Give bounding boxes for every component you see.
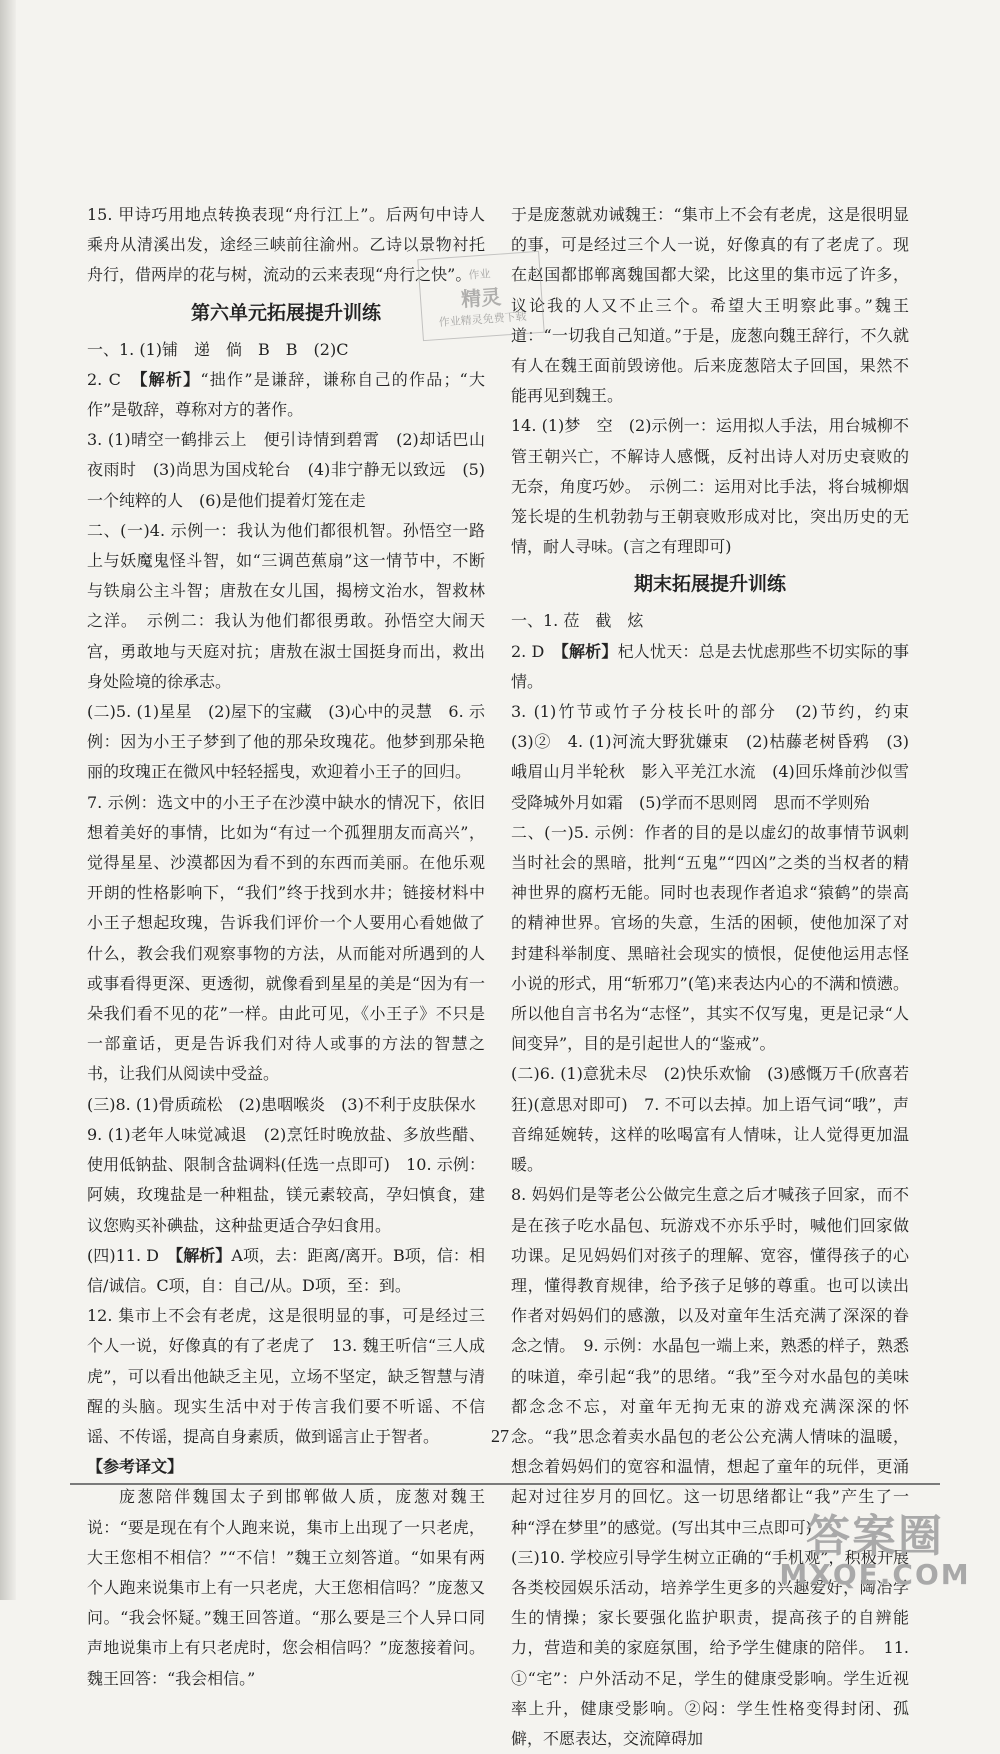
reference-translation-label: 【参考译文】: [87, 1457, 184, 1477]
section-title-final: 期末拓展提升训练: [633, 573, 786, 596]
answer-p5: (二)5. (1)星星 (2)屋下的宝藏 (3)心中的灵慧 6. 示例：因为小王子梦到了他的那朵玫瑰花。他梦到那朵艳丽的玫瑰正在微风中轻轻摇曳，欢迎着小王子的回归。: [87, 702, 485, 782]
page-number: 27: [491, 1426, 509, 1446]
final-answer-p6: (二)6. (1)意犹未尽 (2)快乐欢愉 (3)感慨万千(欣喜若狂)(意思对即可) 7. 不可以去掉。加上语气词“哦”，声音绵延婉转，这样的吆喝富有人情味，让人觉得更加温暖。: [511, 1064, 909, 1175]
bottom-divider: [70, 1483, 940, 1485]
answer-p2: 2. C 【解析】“拙作”是谦辞，谦称自己的作品；“大作”是敬辞，尊称对方的著作。: [87, 369, 485, 420]
watermark-logo: 答案圈: [806, 1511, 944, 1562]
final-answer-p5: 二、(一)5. 示例：作者的目的是以虚幻的故事情节讽刺当时社会的黑暗，批判“五鬼”“四凶”之类的当权者的精神世界的腐朽无能。同时也表现作者追求“猿鹤”的崇高的精神世界。官场的失意，生活的困顿，使他加深了对封建科举制度、黑暗社会现实的愤恨，促使他运用志怪小说的形式，用“斩邪刀”(笔)来表达内心的不满和愤懑。所以他自言书名为“志怪”，其实不仅写鬼，更是记录“人间变异”，目的是引起世人的“鉴戒”。: [511, 822, 909, 1054]
section-title-unit6: 第六单元拓展提升训练: [190, 301, 381, 324]
answer-q14: 14. (1)梦 空 (2)示例一：运用拟人手法，用台城柳不管王朝兴亡，不解诗人感慨，反衬出诗人对历史衰败的无奈，角度巧妙。 示例二：运用对比手法，将台城柳烟笼长堤的生机勃勃与王朝衰败形成对比，突出历史的无情，耐人寻味。(言之有理即可): [511, 416, 909, 557]
homework-stamp: 作业 精灵 作业精灵免费下载: [417, 251, 544, 341]
answer-q15: 15. 甲诗巧用地点转换表现“舟行江上”。后两句中诗人乘舟从清溪出发，途经三峡前往渝州。乙诗以景物衬托舟行，借两岸的花与树，流动的云来表现“舟行之快”。: [87, 205, 485, 285]
final-answer-p2: 2. D 【解析】杞人忧天：总是去忧虑那些不切实际的事情。: [511, 641, 909, 691]
watermark-url: MXQE.COM: [779, 1558, 971, 1591]
answer-p12: 12. 集市上不会有老虎，这是很明显的事，可是经过三个人一说，好像真的有了老虎了 13. 魏王听信“三人成虎”，可以看出他缺乏主见，立场不坚定，缺乏智慧与清醒的头脑。现实生活中对于传言我们要不听谣、不信谣、不传谣，提高自身素质，做到谣言止于智者。: [87, 1306, 485, 1446]
answer-p8: (三)8. (1)骨质疏松 (2)患咽喉炎 (3)不利于皮肤保水: [87, 1094, 476, 1114]
final-answer-p8: 8. 妈妈们是等老公公做完生意之后才喊孩子回家，而不是在孩子吃水晶包、玩游戏不亦乐乎时，喊他们回家做功课。足见妈妈们对孩子的理解、宽容，懂得孩子的心理，懂得教育规律，给予孩子足够的尊重。也可以读出作者对妈妈们的感激，以及对童年生活充满了深深的眷念之情。 9. 示例：水晶包一端上来，熟悉的样子，熟悉的味道，牵引起“我”的思绪。“我”至今对水晶包的美味都念念不忘，对童年无拘无束的游戏充满深深的怀念。“我”思念着卖水晶包的老公公充满人情味的温暖，想念着妈妈们的宽容和温情，想起了童年的玩伴，更涌起对过往岁月的回忆。这一切思绪都让“我”产生了一种“浮在梦里”的感觉。(写出其中三点即可): [511, 1185, 909, 1537]
left-column: [87, 200, 485, 1694]
book-spine-shadow: [0, 0, 16, 1600]
site-watermark: [760, 1500, 990, 1600]
analysis-tag: 【解析】: [560, 641, 618, 661]
answer-p3: 3. (1)晴空一鹤排云上 便引诗情到碧霄 (2)却话巴山夜雨时 (3)尚思为国戍轮台 (4)非宁静无以致远 (5)一个纯粹的人 (6)是他们提着灯笼在走: [87, 430, 485, 510]
final-answer-p3: 3. (1)竹节或竹子分枝长叶的部分 (2)节约，约束 (3)② 4. (1)河流大野犹嫌束 (2)枯藤老树昏鸦 (3)峨眉山月半轮秋 影入平羌江水流 (4)回乐烽前沙似雪 受降城外月如霜 (5)学而不思则罔 思而不学则殆: [511, 702, 926, 812]
analysis-tag: 【解析】: [139, 369, 201, 389]
translation-continued: 于是庞葱就劝诫魏王：“集市上不会有老虎，这是很明显的事，可是经过三个人一说，好像真的有了老虎了。现在赵国都邯郸离魏国都大梁，比这里的集市远了许多，议论我的人又不止三个。希望大王明察此事。”魏王道：“一切我自己知道。”于是，庞葱向魏王辞行，不久就有人在魏王面前毁谤他。后来庞葱陪太子回国，果然不能再见到魏王。: [511, 205, 909, 406]
answer-p1: 一、1. (1)铺 递 倘 B B (2)C: [87, 339, 349, 359]
final-answer-p1: 一、1. 莅 截 炫: [511, 611, 644, 631]
answer-p9: 9. (1)老年人味觉减退 (2)烹饪时晚放盐、多放些醋、使用低钠盐、限制含盐调料(任选一点即可) 10. 示例：阿姨，玫瑰盐是一种粗盐，镁元素较高，孕妇慎食，建议您购买补碘盐，这种盐更适合孕妇食用。: [87, 1124, 485, 1235]
analysis-tag: 【解析】: [175, 1245, 232, 1265]
answer-p7: 7. 示例：选文中的小王子在沙漠中缺水的情况下，依旧想着美好的事情，比如为“有过一个孤狸朋友而高兴”，觉得星星、沙漠都因为看不到的东西而美丽。在他乐观开朗的性格影响下，“我们”终于找到水井；链接材料中小王子想起玫瑰，告诉我们评价一个人要用心看她做了什么，教会我们观察事物的方法，从而能对所遇到的人或事看得更深、更透彻，就像看到星星的美是“因为有一朵我们看不见的花”一样。由此可见，《小王子》不只是一部童话，更是告诉我们对待人或事的方法的智慧之书，让我们从阅读中受益。: [87, 792, 485, 1084]
reference-translation: 庞葱陪伴魏国太子到邯郸做人质，庞葱对魏王说：“要是现在有个人跑来说，集市上出现了一只老虎，大王您相不相信？”“不信！”魏王立刻答道。“如果有两个人跑来说集市上有一只老虎，大王您相信吗？”庞葱又问。“我会怀疑。”魏王回答道。“那么要是三个人异口同声地说集市上有只老虎时，您会相信吗？”庞葱接着问。魏王回答：“我会相信。”: [87, 1487, 485, 1688]
final-answer-p10: (三)10. 学校应引导学生树立正确的“手机观”，积极开展各类校园娱乐活动，培养学生更多的兴趣爱好，陶冶学生的情操；家长要强化监护职责，提高孩子的自辨能力，营造和美的家庭氛围，给予学生健康的陪伴。 11. ①“宅”：户外活动不足，学生的健康受影响。学生近视率上升，健康受影响。②闷：学生性格变得封闭、孤僻，不愿表达，交流障碍加: [511, 1547, 909, 1748]
answer-p11: (四)11. D 【解析】A项，去：距离/离开。B项，信：相信/诚信。C项，自：自己/从。D项，至：到。: [87, 1245, 485, 1295]
answer-p4: 二、(一)4. 示例一：我认为他们都很机智。孙悟空一路上与妖魔鬼怪斗智，如“三调芭蕉扇”这一情节中，不断与铁扇公主斗智；唐敖在女儿国，揭榜文治水，智救林之洋。 示例二：我认为他们都很勇敢。孙悟空大闹天宫，勇敢地与天庭对抗；唐敖在淑士国挺身而出，救出身处险境的徐承志。: [87, 520, 485, 691]
